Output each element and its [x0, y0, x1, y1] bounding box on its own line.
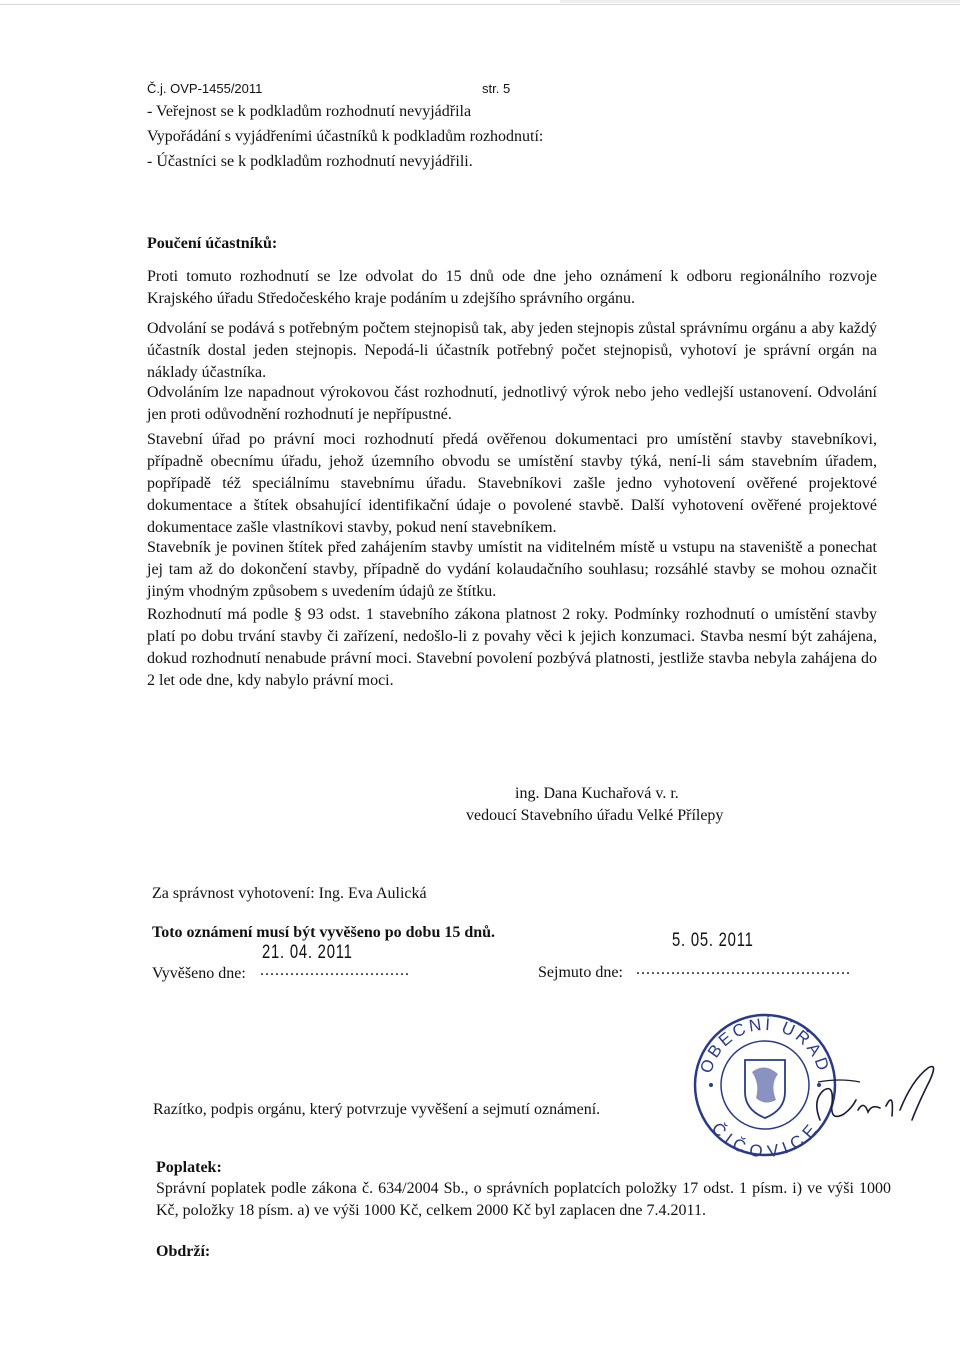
document-reference: Č.j. OVP-1455/2011: [147, 81, 263, 96]
scan-edge-line: [0, 4, 960, 5]
public-statement: - Veřejnost se k podkladům rozhodnutí nevyjádřila: [147, 103, 472, 120]
recipients-heading: Obdrží:: [156, 1243, 211, 1260]
posted-dotted-line: ..............................: [260, 962, 410, 979]
settlement-heading: Vypořádání s vyjádřeními účastníků k podkladům rozhodnutí:: [147, 128, 544, 145]
appeal-paragraph: Proti tomuto rozhodnutí se lze odvolat do 15 dnů ode dne jeho oznámení k odboru regionálního rozvoje Krajského úřadu Středočeského kraje podáním u zdejšího správního orgánu.: [147, 268, 877, 307]
svg-text:ČIČOVICE: ČIČOVICE: [707, 1118, 823, 1160]
appeal-scope-paragraph: Odvoláním lze napadnout výrokovou část rozhodnutí, jednotlivý výrok nebo jeho vedlejší ustanovení. Odvolání jen proti odůvodnění rozhodnutí je nepřípustné.: [147, 384, 877, 423]
posted-label: Vyvěšeno dne:: [152, 965, 246, 982]
participants-statement: - Účastníci se k podkladům rozhodnutí nevyjádřili.: [147, 153, 473, 170]
removed-dotted-line: ...........................................: [636, 961, 851, 978]
removed-label: Sejmuto dne:: [538, 964, 623, 981]
signatory-name: ing. Dana Kuchařová v. r.: [515, 785, 679, 802]
instructions-heading: Poučení účastníků:: [147, 235, 278, 252]
posting-notice: Toto oznámení musí být vyvěšeno po dobu 15 dnů.: [152, 924, 496, 941]
validity-paragraph: Rozhodnutí má podle § 93 odst. 1 stavebního zákona platnost 2 roky. Podmínky rozhodnutí o umístění stavby platí po dobu trvání stavby či zařízení, nedošlo-li z povahy věci k jejich konzumaci. Stavba nesmí být zahájena, dokud rozhodnutí nenabude právní moci. Stavební povolení pozbývá platnosti, jestliže stavba nebyla zahájena do 2 let ode dne, kdy nabylo právní moci.: [147, 606, 877, 689]
correctness-note: Za správnost vyhotovení: Ing. Eva Aulická: [152, 885, 427, 902]
handwritten-signature-icon: [800, 1060, 960, 1140]
stamp-instruction: Razítko, podpis orgánu, který potvrzuje vyvěšení a sejmutí oznámení.: [153, 1101, 601, 1118]
page-number: str. 5: [482, 81, 511, 96]
removed-date-handwritten: 5. 05. 2011: [672, 930, 754, 951]
scan-edge-shade: [560, 0, 960, 3]
copies-paragraph: Odvolání se podává s potřebným počtem stejnopisů tak, aby jeden stejnopis zůstal správnímu orgánu a aby každý účastník dostal jeden stejnopis. Nepodá-li účastník potřebný počet stejnopisů, vyhotoví je správní orgán na náklady účastníka.: [147, 320, 877, 381]
svg-text:OBECNÍ ÚŘAD: OBECNÍ ÚŘAD: [696, 1014, 834, 1076]
signatory-role: vedoucí Stavebního úřadu Velké Přílepy: [466, 807, 724, 824]
fee-text: Správní poplatek podle zákona č. 634/2004 Sb., o správních poplatcích položky 17 odst. 1 písm. i) ve výši 1000 Kč, položky 18 písm. a) ve výši 1000 Kč, celkem 2000 Kč byl zaplacen dne 7.4.2011.: [156, 1180, 891, 1219]
posted-date-handwritten: 21. 04. 2011: [262, 942, 353, 963]
fee-heading: Poplatek:: [156, 1159, 222, 1176]
label-paragraph: Stavebník je povinen štítek před zahájením stavby umístit na viditelném místě u vstupu na staveniště a ponechat jej tam až do dokončení stavby, případně do vydání kolaudačního souhlasu; rozsáhlé stavby se mohou označit jiným vhodným způsobem s uvedením údajů ze štítku.: [147, 539, 877, 600]
documentation-paragraph: Stavební úřad po právní moci rozhodnutí předá ověřenou dokumentaci pro umístění stavby stavebníkovi, případně obecnímu úřadu, jehož územního obvodu se umístění stavby týká, není-li sám stavebním úřadem, popřípadě též speciálnímu stavebnímu úřadu. Stavebníkovi zašle jedno vyhotovení ověřené projektové dokumentace a štítek obsahující identifikační údaje o povolené stavbě. Další vyhotovení ověřené projektové dokumentace zašle vlastníkovi stavby, pokud není stavebníkem.: [147, 431, 877, 536]
